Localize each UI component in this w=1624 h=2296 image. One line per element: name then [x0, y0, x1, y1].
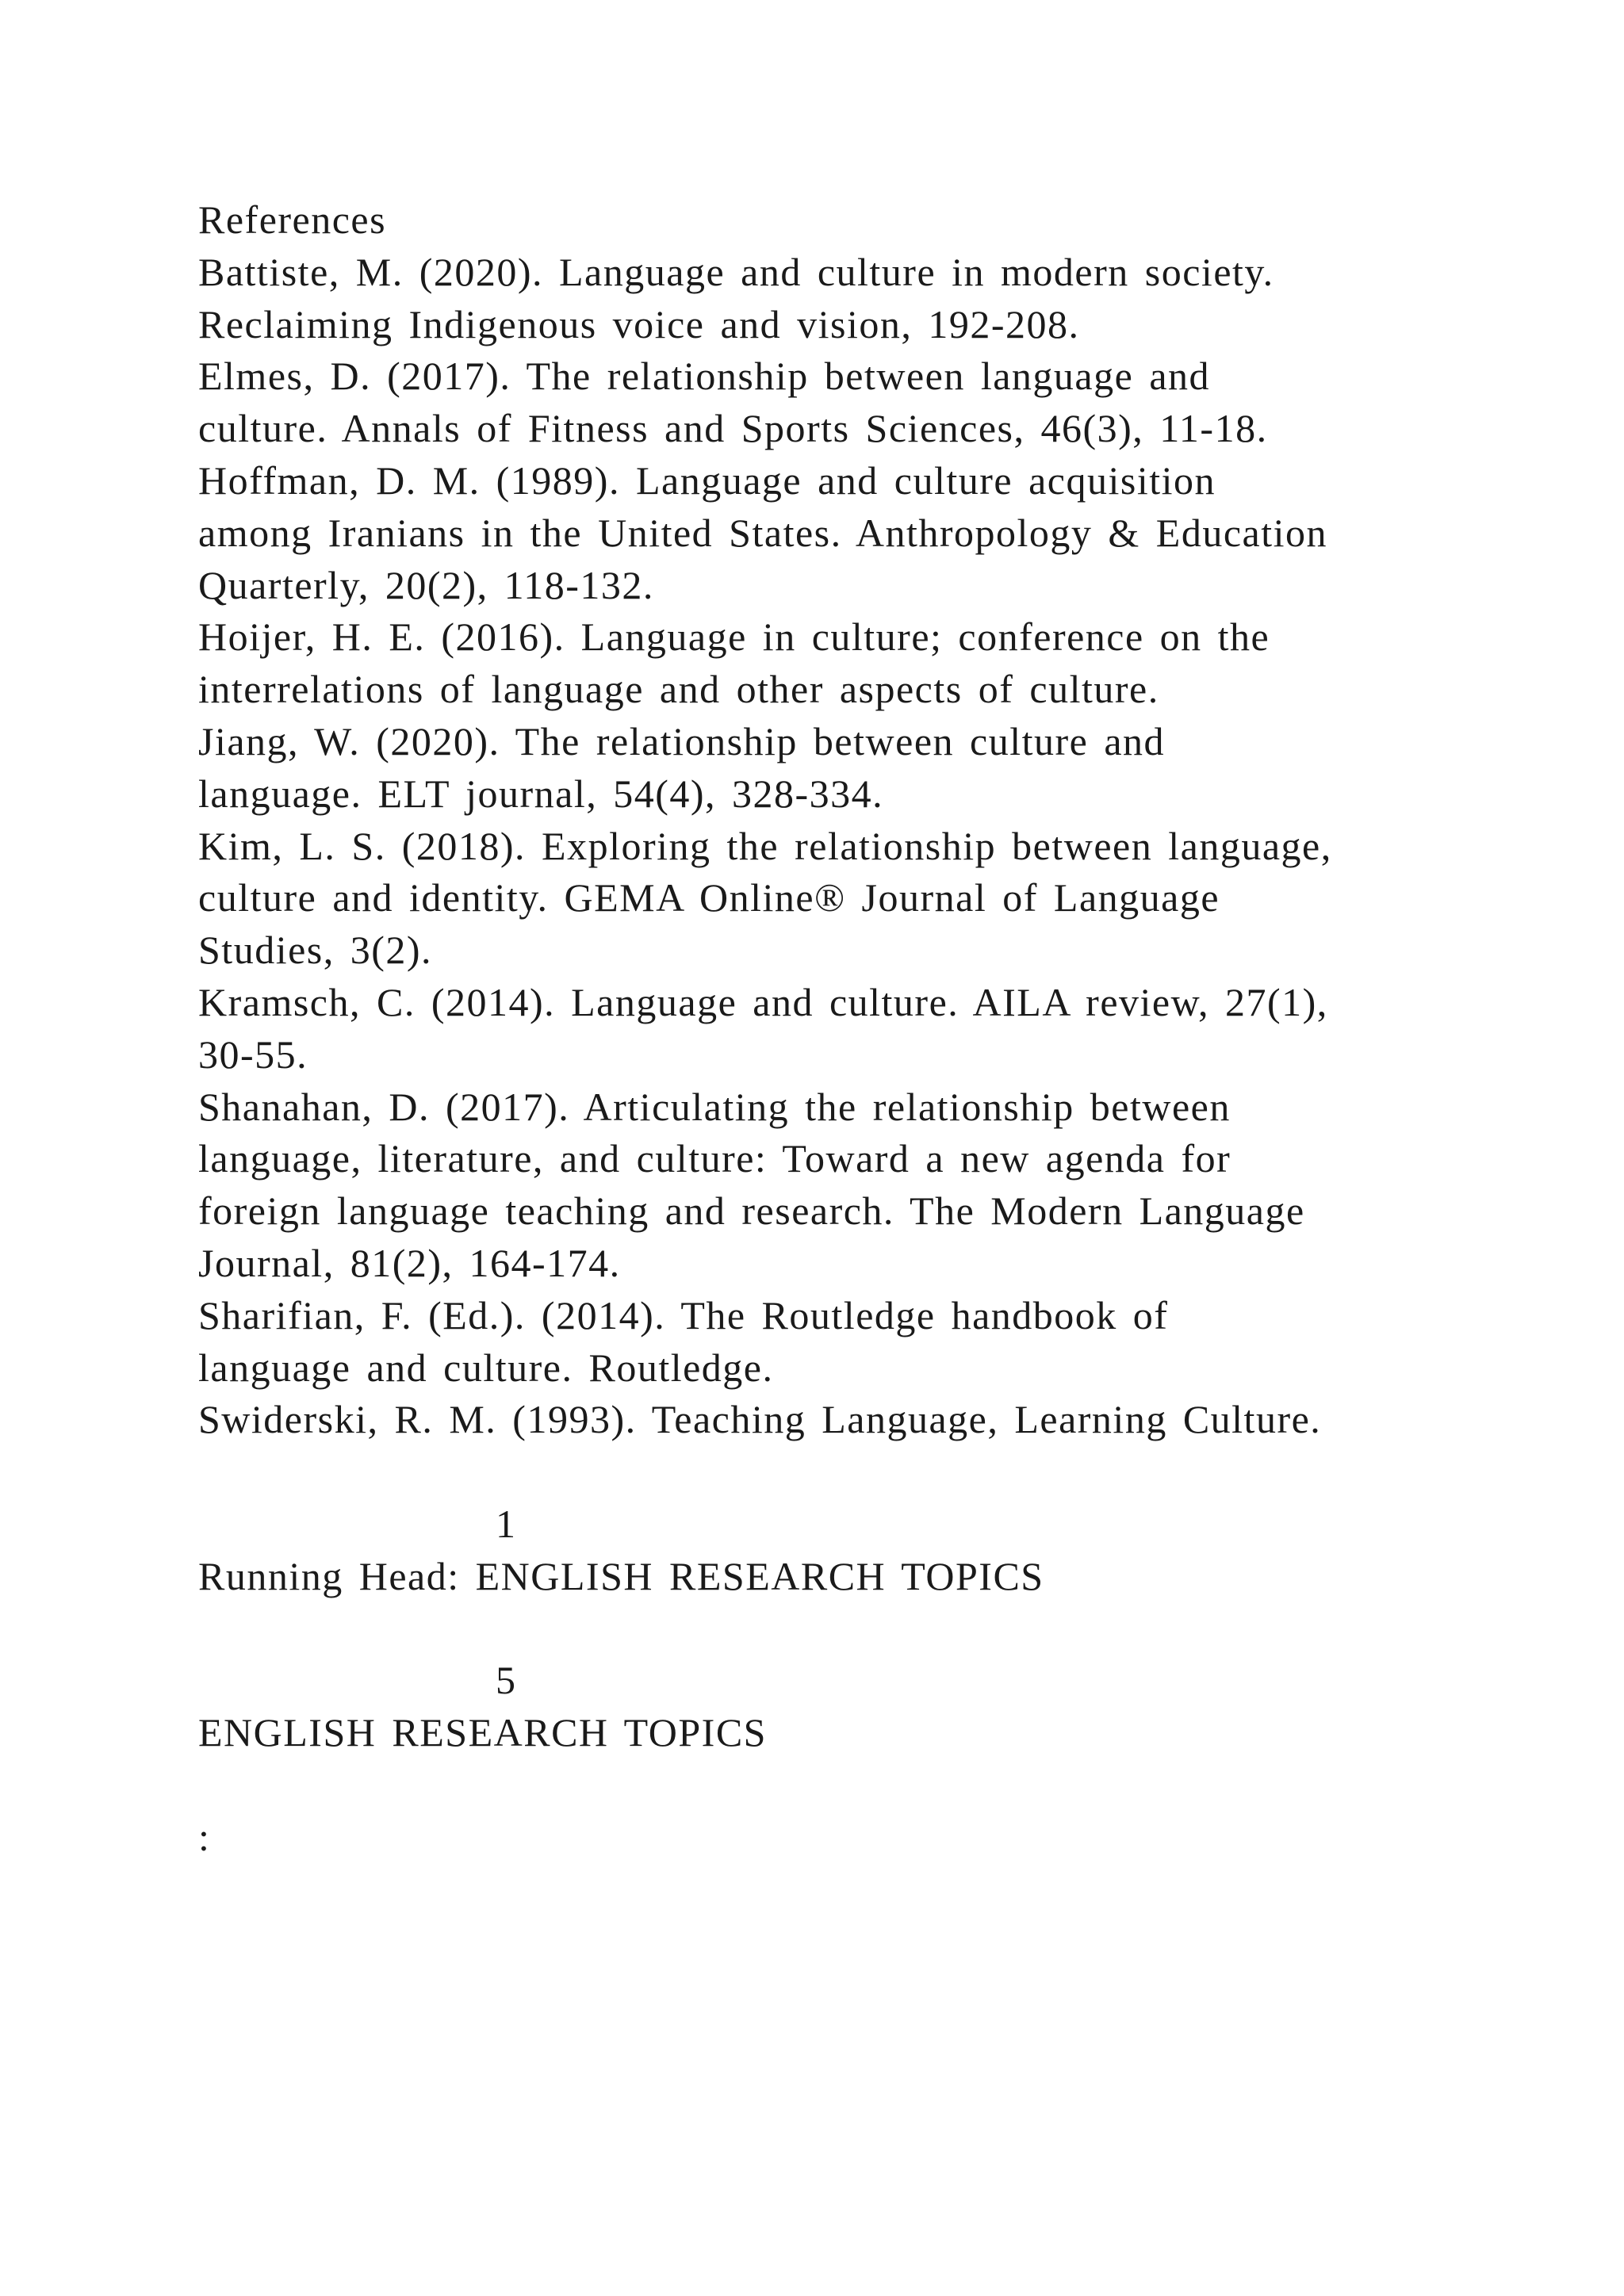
reference-line: among Iranians in the United States. Anthropology & Education	[198, 510, 1327, 555]
reference-line: culture and identity. GEMA Online® Journal of Language	[198, 875, 1220, 920]
blank-line	[198, 1759, 1435, 1812]
reference-line: Jiang, W. (2020). The relationship between culture and	[198, 718, 1166, 763]
reference-item	[198, 716, 1435, 821]
reference-line: Reclaiming Indigenous voice and vision, 192-208.	[198, 301, 1080, 346]
reference-line: Elmes, D. (2017). The relationship between language and	[198, 354, 1211, 399]
running-head: Running Head: ENGLISH RESEARCH TOPICS	[198, 1553, 1044, 1598]
reference-item	[198, 455, 1435, 611]
reference-line: Hoijer, H. E. (2016). Language in culture; conference on the	[198, 614, 1270, 660]
blank-line	[198, 1446, 1435, 1498]
reference-line: culture. Annals of Fitness and Sports Sciences, 46(3), 11-18.	[198, 406, 1268, 451]
section-header: ENGLISH RESEARCH TOPICS	[198, 1710, 767, 1755]
reference-line: Kramsch, C. (2014). Language and culture. AILA review, 27(1),	[198, 979, 1328, 1024]
reference-line: interrelations of language and other aspects of culture.	[198, 667, 1159, 712]
reference-item	[198, 350, 1435, 455]
reference-line: Quarterly, 20(2), 118-132.	[198, 562, 654, 607]
reference-line: Swiderski, R. M. (1993). Teaching Language, Learning Culture.	[198, 1397, 1322, 1442]
reference-line: Kim, L. S. (2018). Exploring the relationship between language,	[198, 823, 1332, 868]
reference-line: Hoffman, D. M. (1989). Language and culture acquisition	[198, 457, 1216, 503]
reference-item	[198, 247, 1435, 351]
reference-item	[198, 1290, 1435, 1395]
reference-item	[198, 1394, 1435, 1446]
reference-line: language. ELT journal, 54(4), 328-334.	[198, 771, 884, 816]
reference-line: Shanahan, D. (2017). Articulating the relationship between	[198, 1084, 1231, 1129]
reference-list	[198, 247, 1435, 1446]
reference-line: foreign language teaching and research. The Modern Language	[198, 1188, 1305, 1234]
reference-line: Studies, 3(2).	[198, 928, 433, 973]
blank-line	[198, 1603, 1435, 1655]
trailing-colon: :	[198, 1814, 211, 1859]
reference-line: Journal, 81(2), 164-174.	[198, 1240, 621, 1285]
references-heading: References	[198, 197, 387, 242]
reference-line: 30-55.	[198, 1031, 308, 1077]
document-page	[198, 194, 1435, 1864]
reference-item	[198, 611, 1435, 716]
page-number: 5	[496, 1658, 517, 1703]
reference-item	[198, 821, 1435, 977]
reference-line: language and culture. Routledge.	[198, 1345, 774, 1390]
reference-line: Battiste, M. (2020). Language and culture in modern society.	[198, 249, 1274, 294]
reference-item	[198, 977, 1435, 1081]
page-number: 1	[496, 1501, 517, 1546]
reference-line: language, literature, and culture: Toward a new agenda for	[198, 1136, 1231, 1181]
reference-line: Sharifian, F. (Ed.). (2014). The Routledge handbook of	[198, 1292, 1169, 1337]
reference-item	[198, 1081, 1435, 1290]
